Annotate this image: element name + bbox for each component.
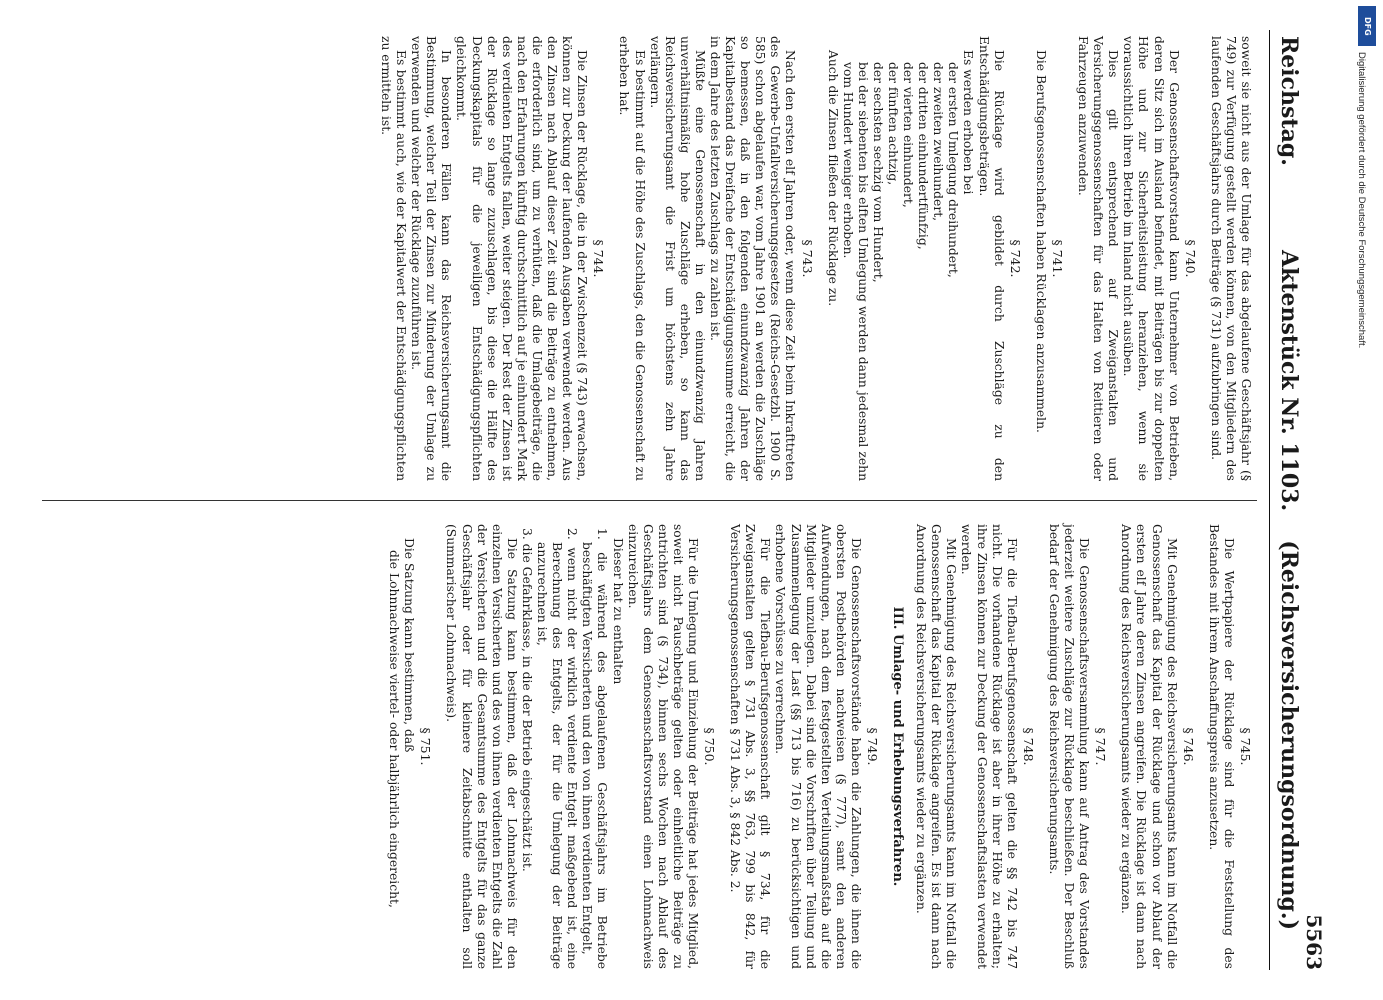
section-748-p2: Mit Genehmigung des Reichsversicherungsamts kann im Notfall die Genossenschaft das Kapital der Rücklage angreifen. Es ist dann nach Anordnung des Reichsversicherungsamts wieder zu ergänzen. <box>914 524 959 969</box>
list-item: der fünften achtzig, <box>886 62 901 186</box>
section-746-p1: Mit Genehmigung des Reichsversicherungsamts kann im Notfall die Genossenschaft das Kapital der Rücklage und schon vor Ablauf der ersten elf Jahre deren Zinsen angreifen. Die Rücklage ist dann nach Anordnung des Reichsversicherungsamts wieder zu ergänzen. <box>1119 524 1179 969</box>
list-item: 3. die Gefahrklasse, in die der Betrieb eingeschätzt ist. <box>519 528 534 872</box>
list-item: die Lohnnachweise viertel- oder halbjährlich eingereicht, <box>387 550 402 908</box>
section-750-list <box>519 524 610 969</box>
section-751-list <box>386 524 401 969</box>
section-745-title: § 745. <box>1238 727 1253 766</box>
section-743-p2: Müßte eine Genossenschaft in den einundzwanzig Jahren unverhältnismäßig hohe Zuschläge erheben, so kann das Reichsversicherungsamt die Frist um höchstens zehn Jahre verlängern. <box>647 36 707 481</box>
section-746-title: § 746. <box>1180 727 1196 766</box>
list-item: der zweiten zweihundert, <box>931 62 946 222</box>
section-750-p3: Die Satzung kann bestimmen, daß der Lohnnachweis für den einzelnen Versicherten und des von ihnen verdienten Entgelts die Zahl der Versicherten und die Gesamtsumme des Entgelts für das ganze Geschäftsjahr oder für kleinere Zeitabschnitte enthalten soll (Summarischer Lohnnachweis). <box>444 524 519 969</box>
left-column <box>378 36 1253 481</box>
section-744-title: § 744. <box>591 239 607 278</box>
list-item: 2. wenn nicht der wirklich verdiente Entgelt maßgebend ist, eine Berechnung des Entgelts, der für die Umlegung der Beiträge anzurechnen ist, <box>535 528 580 969</box>
section-747-title: § 747. <box>1093 727 1109 766</box>
section-747-p1: Die Genossenschaftsversammlung kann auf Antrag des Vorstandes jederzeit weitere Zuschläge zur Rücklage beschließen. Der Beschluß bedarf der Genehmigung des Reichsversicherungsamts. <box>1046 524 1092 969</box>
list-item: bei der siebenten bis elften Umlegung werden dann jedesmal zehn vom Hundert weniger erhoben. <box>840 62 870 481</box>
intro-paragraph: soweit sie nicht aus der Umlage für das abgelaufene Geschäftsjahr (§ 749) zur Verfügung gestellt werden können, von den Mitgliedern des laufenden Geschäftsjahrs durch Beiträge (§ 731) aufzubringen sind. <box>1208 36 1253 481</box>
page-number-display: 5563 <box>1302 914 1326 970</box>
section-751-p1: Die Satzung kann bestimmen, daß <box>402 538 417 753</box>
section-742-p3: Auch die Zinsen fließen der Rücklage zu. <box>825 50 840 307</box>
section-742-p1: Die Rücklage wird gebildet durch Zuschläge zu den Entschädigungsbeträgen. <box>976 36 1006 481</box>
section-743-p3: Es bestimmt auf die Höhe des Zuschlags, den die Genossenschaft zu erheben hat. <box>617 36 647 481</box>
section-751-title: § 751. <box>418 727 434 766</box>
section-741-title: § 741. <box>1049 239 1065 278</box>
header-left: Reichstag. <box>1276 36 1302 166</box>
section-742-p2: Es werden erhoben bei <box>961 50 976 195</box>
section-744-p2: In besonderen Fällen kann das Reichsversicherungsamt die Bestimmung, welcher Teil der Zinsen zur Minderung der Umlage zu verwenden und welcher der Rücklage zuzuführen ist. <box>409 36 454 481</box>
list-item: 1. die während des abgelaufenen Geschäftsjahrs im Betriebe beschäftigten Versicherten und den von ihnen verdienten Entgelt, <box>580 528 610 969</box>
section-749-p2: Für die Tiefbau-Berufsgenossenschaft gilt § 734, für die Zweiganstalten gelten § 731 Abs. 3, §§ 763, 799 bis 842, für Versicherungsgenossenschaften § 731 Abs. 3, § 842 Abs. 2. <box>728 524 773 969</box>
section-750-p2: Dieser hat zu enthalten <box>610 538 625 685</box>
section-743-p1: Nach den ersten elf Jahren oder, wenn diese Zeit beim Inkrafttreten des Gewerbe-Unfallversicherungsgesetzes (Reichs-Gesetzbl. 1900 S. 585) schon abgelaufen war, vom Jahre 1901 an werden die Zuschläge so bemessen, daß in den folgenden einundzwanzig Jahren der Kapitalbestand das Dreifache der Entschädigungssumme erreicht, die in dem Jahre des letzten Zuschlags zu zahlen ist. <box>708 36 798 481</box>
section-748-p1: Für die Tiefbau-Berufsgenossenschaft gelten die §§ 742 bis 747 nicht. Die vorhandene Rücklage ist aber in ihrer Höhe zu erhalten; ihre Zinsen können zur Deckung der Genossenschaftslasten verwendet werden. <box>959 524 1019 969</box>
section-744-p1: Die Zinsen der Rücklage, die in der Zwischenzeit (§ 743) erwachsen, können zur Deckung der laufenden Ausgaben verwendet werden. Aus den Zinsen nach Ablauf dieser Zeit sind die Beiträge zu entnehmen, die erforderlich sind, um zu verhüten, daß die Umlagebeiträge, die nach den Erfahrungen künftig durchschnittlich auf je einhundert Mark des verdienten Entgelts fallen, weiter steigen. Der Rest der Zinsen ist der Rücklage so lange zuzuschlagen, bis diese die Hälfte des Deckungskapitals für die jeweiligen Entschädigungspflichten gleichkommt. <box>454 36 590 481</box>
column-divider <box>42 500 1257 501</box>
digitization-caption: Digitalisierung gefördert durch die Deutsche Forschungsgemeinschaft. <box>1356 52 1367 349</box>
section-745-p1: Die Wertpapiere der Rücklage sind für die Feststellung des Bestandes mit ihrem Anschaffungspreis anzusetzen. <box>1206 524 1236 969</box>
part-3-heading: III. Umlage- und Erhebungsverfahren. <box>890 606 906 887</box>
section-749-title: § 749. <box>865 727 881 766</box>
section-744-p3: Es bestimmt auch, wie der Kapitalwert der Entschädigungspflichten zu ermitteln ist. <box>379 36 409 481</box>
header-right: (Reichsversicherungsordnung.) <box>1276 540 1302 930</box>
dfg-logo: DFG <box>1358 6 1376 46</box>
section-740-p1: Der Genossenschaftsvorstand kann Unternehmer von Betrieben, deren Sitz sich im Ausland befindet, mit Beiträgen bis zur doppelten Höhe und zur Sicherheitsleistung heranziehen, wenn sie voraussichtlich ihren Betrieb im Inland nicht ausüben. <box>1121 36 1181 481</box>
list-item: der dritten einhundertfünfzig, <box>916 62 931 250</box>
section-742-list <box>840 36 961 481</box>
list-item: der vierten einhundert, <box>901 62 916 208</box>
list-item: der ersten Umlegung dreihundert, <box>946 62 961 278</box>
section-748-title: § 748. <box>1020 727 1036 766</box>
section-740-title: § 740. <box>1182 239 1198 278</box>
header-center: Aktenstück Nr. 1103. <box>1276 250 1302 512</box>
right-column <box>386 524 1253 969</box>
section-750-title: § 750. <box>702 727 718 766</box>
section-742-title: § 742. <box>1007 239 1023 278</box>
section-741-p1: Die Berufsgenossenschaften haben Rücklagen anzusammeln. <box>1033 50 1048 433</box>
document-page <box>20 0 1350 1000</box>
list-item: der sechsten sechzig vom Hundert, <box>870 62 885 283</box>
section-749-p1: Die Genossenschaftsvorstände haben die Zahlungen, die ihnen die obersten Postbehörden nachweisen (§ 777), samt den anderen Aufwendungen, nach dem festgestellten Verteilungsmaßstab auf die Mitglieder umzulegen. Dabei sind die Vorschriften über Teilung und Zusammenlegung der Last (§§ 713 bis 716) zu berücksichtigen und erhobene Vorschüsse zu verrechnen. <box>773 524 863 969</box>
section-740-p2: Dies gilt entsprechend auf Zweiganstalten und Versicherungsgenossenschaften für das Halten von Reittieren oder Fahrzeugen anzuwenden. <box>1076 36 1121 481</box>
section-743-title: § 743. <box>799 239 815 278</box>
section-750-p1: Für die Umlegung und Einziehung der Beiträge hat jedes Mitglied, soweit nicht Pauschbeträge gelten oder einheitliche Beiträge zu entrichten sind (§ 734), binnen sechs Wochen nach Ablauf des Geschäftsjahrs dem Genossenschaftsvorstand einen Lohnnachweis einzureichen. <box>625 524 700 969</box>
page-header <box>1269 30 1332 970</box>
